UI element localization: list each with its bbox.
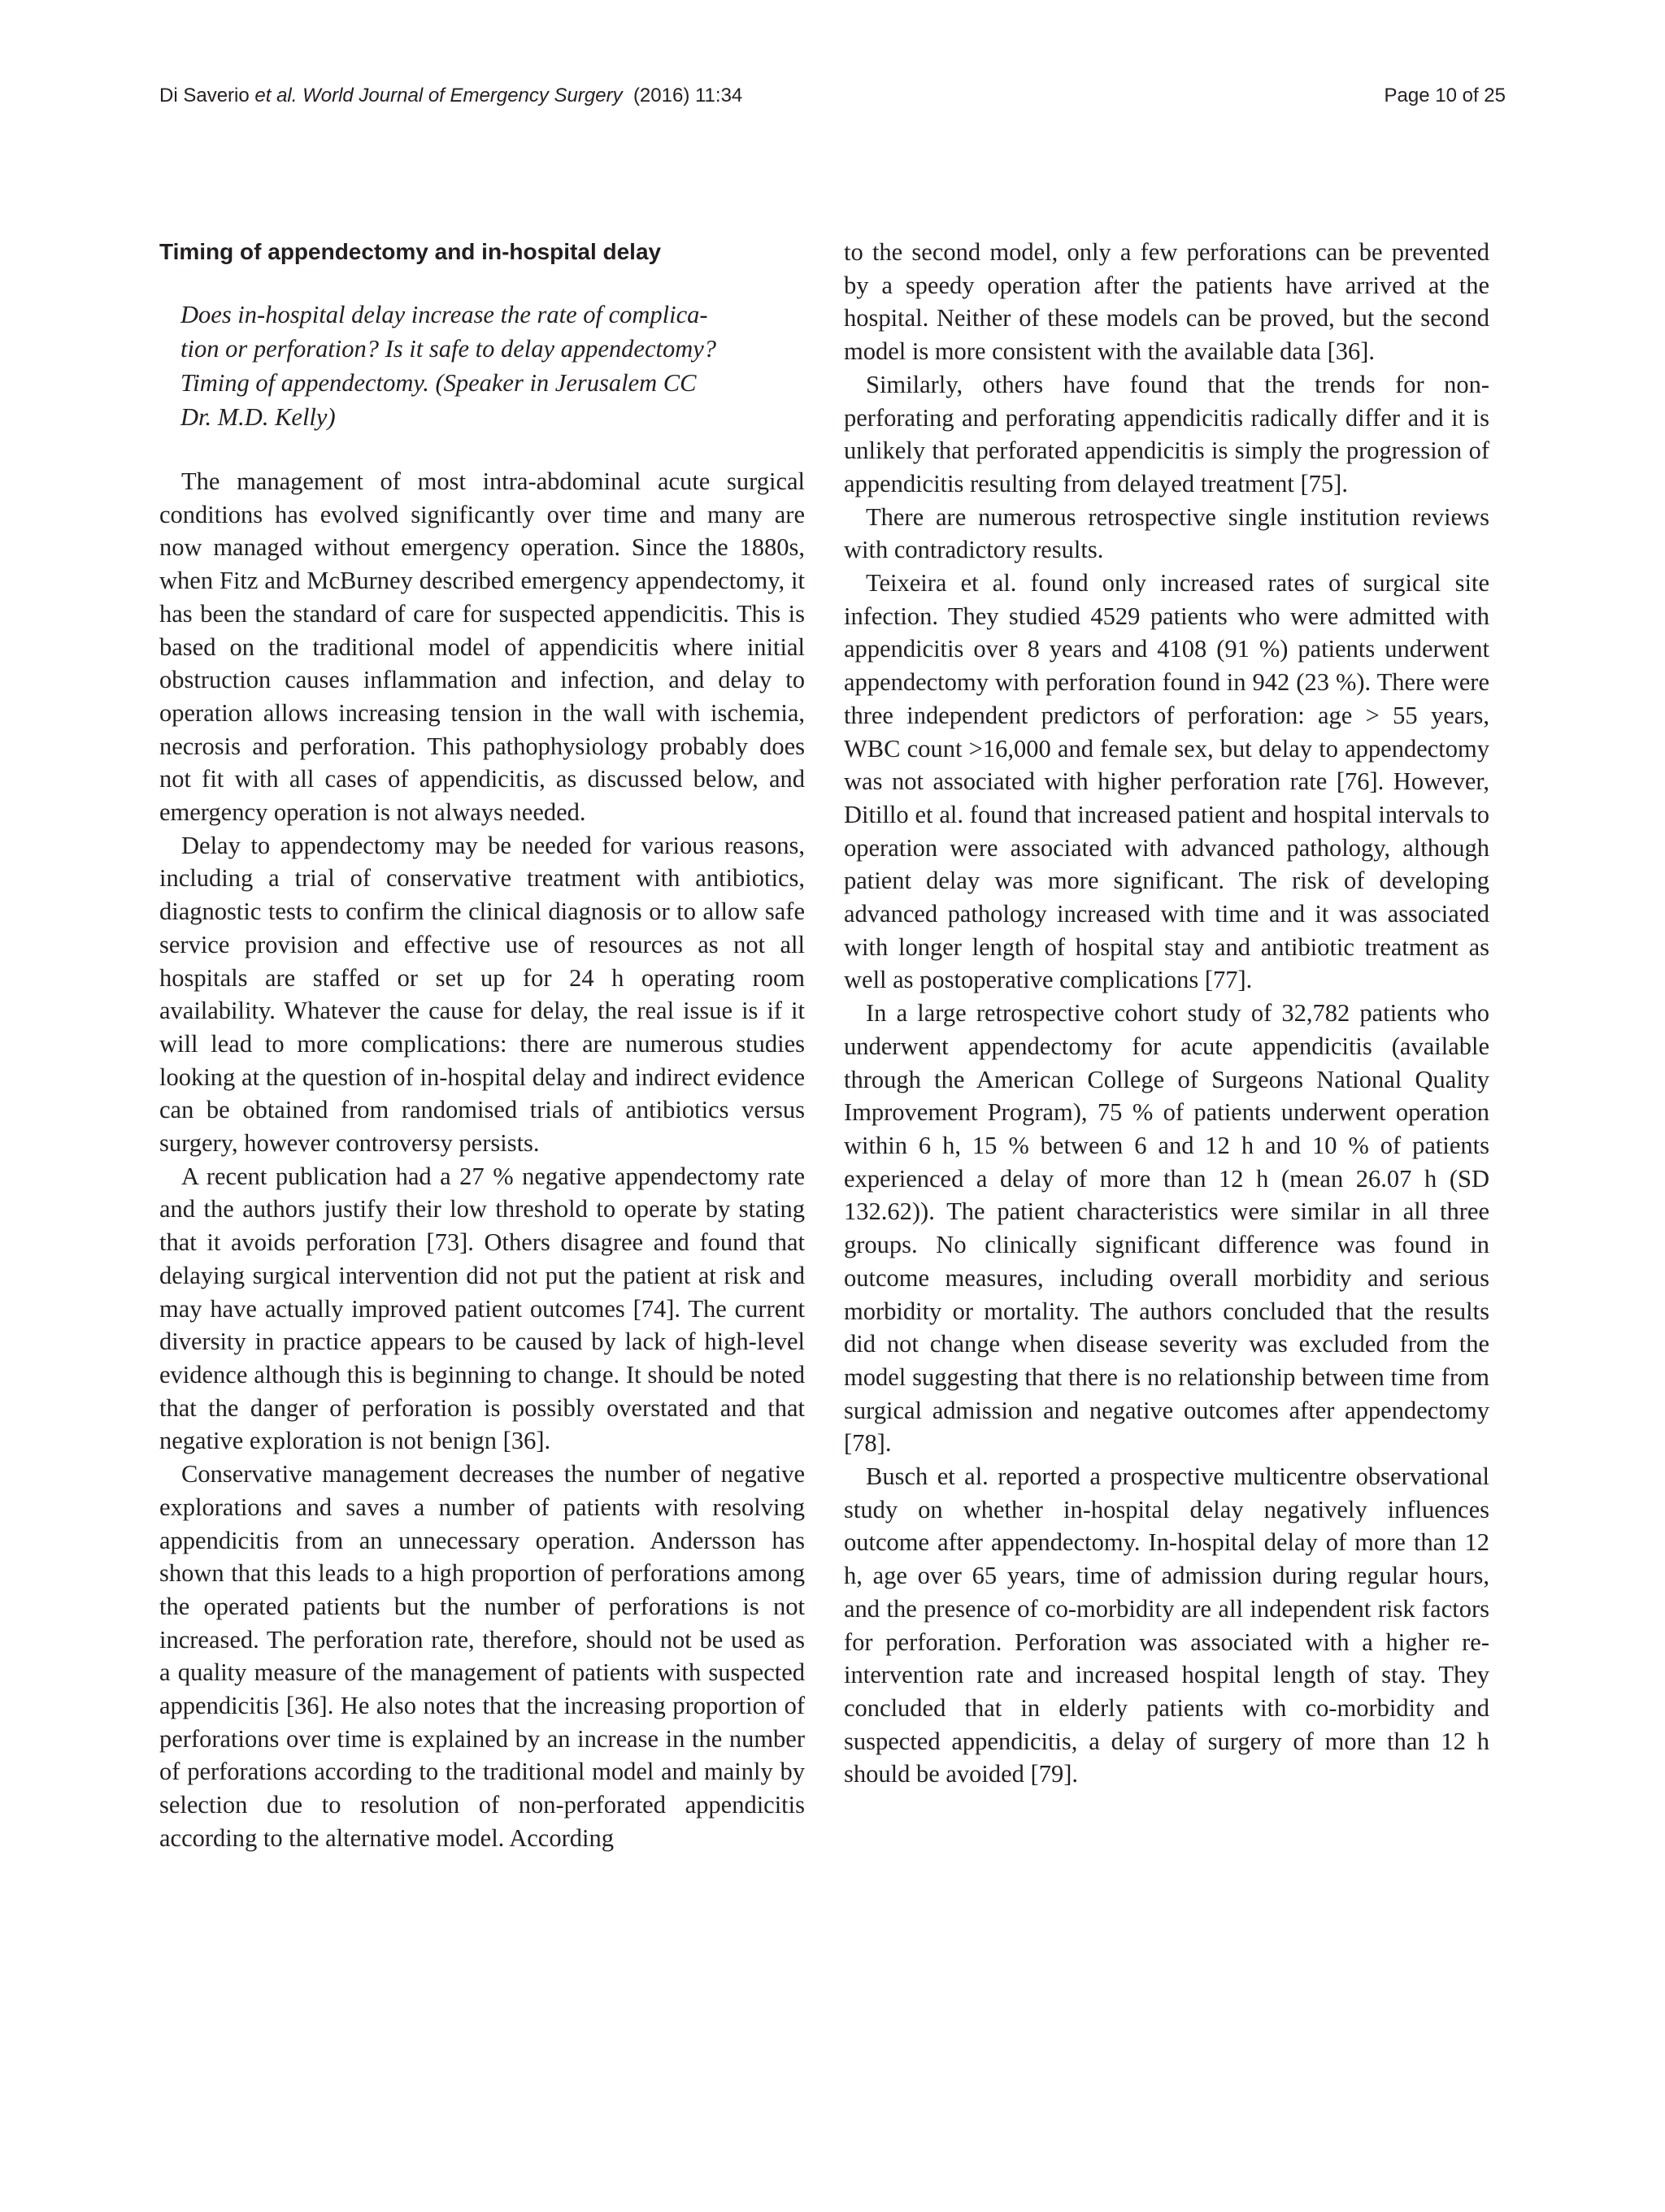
section-heading: Timing of appendectomy and in-hospital delay xyxy=(159,239,662,264)
body-paragraph: There are numerous retrospective single institution reviews with contradictory results. xyxy=(844,502,1489,564)
body-paragraph: Delay to appendectomy may be needed for various reasons, including a trial of conservative treatment with antibiotics, diagnostic tests to confirm the clinical diagnosis or to allow safe service provision and effective use of resources as not all hospitals are staffed or set up for 24 h operating room availability. Whatever the cause for delay, the real issue is if it will lead to more complications: there are numerous studies looking at the question of in-hospital delay and indirect evidence can be obtained from randomised trials of antibiotics versus surgery, however controversy persists. xyxy=(159,831,805,1158)
body-paragraph: Similarly, others have found that the trends for non-perforating and perforating appendicitis radically differ and it is unlikely that perforated appendicitis is simply the progression of appendicitis resulting from delayed treatment [75]. xyxy=(844,370,1489,498)
header-journal: World Journal of Emergency Surgery xyxy=(302,85,623,106)
question-line: Does in-hospital delay increase the rate of complica- xyxy=(180,301,708,328)
header-authors: Di Saverio xyxy=(159,85,250,106)
header-etal: et al. xyxy=(254,85,298,106)
body-paragraph-continued: to the second model, only a few perforations can be prevented by a speedy operation after the patients have arrived at the hospital. Neither of these models can be proved, but the second model is more consistent with the available data [36]. xyxy=(844,238,1489,366)
right-column xyxy=(844,236,1489,1791)
question-line: Timing of appendectomy. (Speaker in Jerusalem CC xyxy=(180,369,697,397)
question-line: Dr. M.D. Kelly) xyxy=(180,403,336,431)
left-column xyxy=(159,236,805,1855)
body-paragraph: Busch et al. reported a prospective multicentre observational study on whether in-hospital delay negatively influences outcome after appendectomy. In-hospital delay of more than 12 h, age over 65 years, time of admission during regular hours, and the presence of co-morbidity are all independent risk factors for perforation. Perforation was associated with a higher re-intervention rate and increased hospital length of stay. They concluded that in elderly patients with co-morbidity and suspected appendicitis, a delay of surgery of more than 12 h should be avoided [79]. xyxy=(844,1462,1489,1788)
body-paragraph: In a large retrospective cohort study of 32,782 patients who underwent appendectomy for acute appendicitis (available through the American College of Surgeons National Quality Improvement Program), 75 % of patients underwent operation within 6 h, 15 % between 6 and 12 h and 10 % of patients experienced a delay of more than 12 h (mean 26.07 h (SD 132.62)). The patient characteristics were similar in all three groups. No clinically significant difference was found in outcome measures, including overall morbidity and serious morbidity or mortality. The authors concluded that the results did not change when disease severity was excluded from the model suggesting that there is no relationship between time from surgical admission and negative outcomes after appendectomy [78]. xyxy=(844,999,1489,1458)
page-number: Page 10 of 25 xyxy=(1384,85,1506,106)
question-line: tion or perforation? Is it safe to delay appendectomy? xyxy=(180,335,717,363)
section-question xyxy=(180,298,805,434)
body-paragraph: Conservative management decreases the number of negative explorations and saves a number of patients with resolving appendicitis from an unnecessary operation. Andersson has shown that this leads to a high proportion of perforations among the operated patients but the number of perforations is not increased. The perforation rate, therefore, should not be used as a quality measure of the management of patients with suspected appendicitis [36]. He also notes that the increasing proportion of perforations over time is explained by an increase in the number of perforations according to the traditional model and mainly by selection due to resolution of non-perforated appendicitis according to the alternative model. According xyxy=(159,1460,805,1852)
body-paragraph: Teixeira et al. found only increased rates of surgical site infection. They studied 4529 patients who were admitted with appendicitis over 8 years and 4108 (91 %) patients underwent appendectomy with perforation found in 942 (23 %). There were three independent predictors of perforation: age > 55 years, WBC count >16,000 and female sex, but delay to appendectomy was not associated with higher perforation rate [76]. However, Ditillo et al. found that increased patient and hospital intervals to operation were associated with advanced pathology, although patient delay was more significant. The risk of developing advanced pathology increased with time and it was associated with longer length of hospital stay and antibiotic treatment as well as postoperative complications [77]. xyxy=(844,569,1489,994)
header-citation: (2016) 11:34 xyxy=(633,85,743,106)
body-paragraph: The management of most intra-abdominal acute surgical conditions has evolved significantly over time and many are now managed without emergency operation. Since the 1880s, when Fitz and McBurney described emergency appendectomy, it has been the standard of care for suspected appendicitis. This is based on the traditional model of appendicitis where initial obstruction causes inflammation and infection, and delay to operation allows increasing tension in the wall with ischemia, necrosis and perforation. This pathophysiology probably does not fit with all cases of appendicitis, as discussed below, and emergency operation is not always needed. xyxy=(159,467,805,827)
citation-line xyxy=(159,85,742,107)
body-paragraph: A recent publication had a 27 % negative appendectomy rate and the authors justify their low threshold to operate by stating that it avoids perforation [73]. Others disagree and found that delaying surgical intervention did not put the patient at risk and may have actually improved patient outcomes [74]. The current diversity in practice appears to be caused by lack of high-level evidence although this is beginning to change. It should be noted that the danger of perforation is possibly overstated and that negative exploration is not benign [36]. xyxy=(159,1162,805,1455)
running-header xyxy=(159,85,1506,117)
